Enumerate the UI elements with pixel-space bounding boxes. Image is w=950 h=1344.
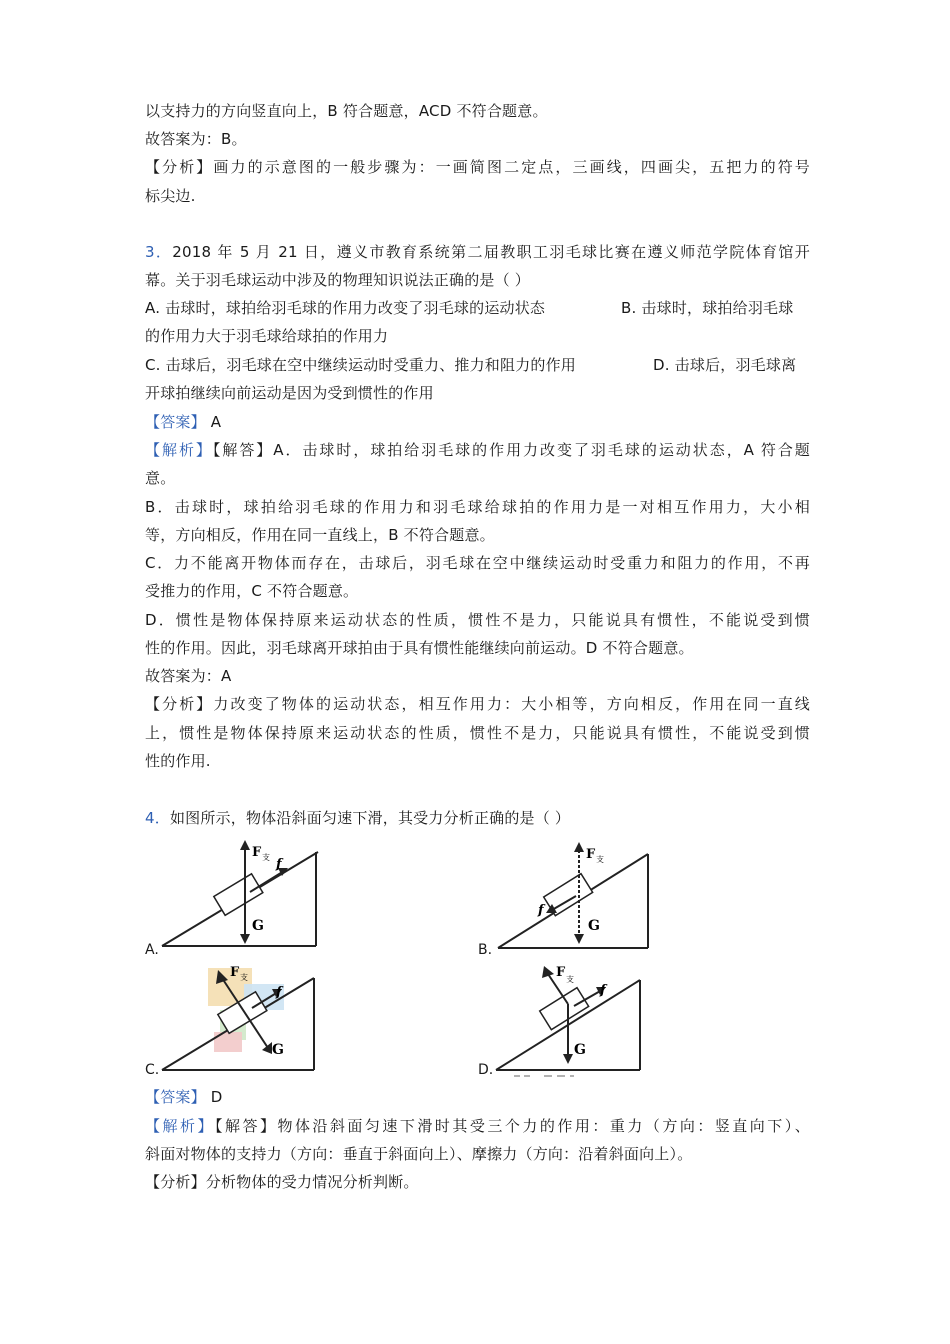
- arrow-head: [542, 966, 554, 978]
- option-c: C. 击球后，羽毛球在空中继续运动时受重力、推力和阻力的作用 D. 击球后，羽毛球离: [145, 356, 797, 374]
- answer-line: [145, 1087, 810, 1107]
- support-force-label: F: [252, 845, 262, 860]
- analysis-line: 上，惯性是物体保持原来运动状态的性质，惯性不是力，只能说具有惯性，不能说受到惯: [145, 724, 810, 742]
- figure-d-label: D.: [478, 1062, 494, 1078]
- option-a: A. 击球时，球拍给羽毛球的作用力改变了羽毛球的运动状态 B. 击球时，球拍给羽毛球: [145, 299, 794, 317]
- block: [540, 988, 589, 1030]
- support-force-sub: 支: [262, 853, 270, 862]
- explain-line: 故答案为：A: [145, 667, 232, 685]
- question-3-stem-cont: 幕。关于羽毛球运动中涉及的物理知识说法正确的是（ ）: [145, 271, 530, 289]
- arrow-head: [563, 1054, 573, 1064]
- figure-a: [160, 838, 325, 950]
- question-4-stem: 4．如图所示，物体沿斜面匀速下滑，其受力分析正确的是（ ）: [145, 809, 571, 827]
- support-force-label: F: [586, 847, 596, 862]
- friction-label: f: [276, 985, 282, 1000]
- friction-label: f: [276, 857, 282, 872]
- analysis-line: 【分析】力改变了物体的运动状态，相互作用力：大小相等，方向相反，作用在同一直线: [145, 695, 810, 713]
- option-b-cont: 的作用力大于羽毛球给球拍的作用力: [145, 327, 389, 345]
- explain-line: 受推力的作用，C 不符合题意。: [145, 582, 359, 600]
- figure-b: [494, 840, 654, 952]
- answer-value: A: [210, 413, 222, 431]
- gravity-label: G: [272, 1042, 284, 1058]
- explain-line: 等，方向相反，作用在同一直线上，B 不符合题意。: [145, 526, 495, 544]
- friction-label: f: [600, 983, 606, 998]
- analysis-line: 性的作用.: [145, 752, 211, 770]
- explain-line: 【解析】【解答】物体沿斜面匀速下滑时其受三个力的作用：重力（方向：竖直向下）、: [145, 1117, 810, 1135]
- gravity-label: G: [252, 918, 264, 934]
- question-number: 4．: [145, 809, 170, 827]
- support-force-label: F: [230, 965, 240, 980]
- answer-line: [145, 412, 810, 432]
- question-number: 3．: [145, 243, 173, 261]
- arrow-head: [240, 840, 250, 850]
- figure-c: [160, 962, 320, 1074]
- answer-tag: 【答案】: [145, 1088, 206, 1106]
- block: [214, 874, 263, 916]
- arrow-head: [240, 934, 250, 944]
- explain-tag: 【解析】: [145, 1117, 215, 1135]
- arrow-head: [574, 842, 584, 852]
- answer-value: D: [210, 1088, 223, 1106]
- explain-line: C．力不能离开物体而存在，击球后，羽毛球在空中继续运动时受重力和阻力的作用，不再: [145, 554, 810, 572]
- text-line: 【分析】画力的示意图的一般步骤为：一画简图二定点，三画线，四画尖，五把力的符号: [145, 158, 810, 176]
- explain-line: B．击球时，球拍给羽毛球的作用力和羽毛球给球拍的作用力是一对相互作用力，大小相: [145, 498, 810, 516]
- arrow-head: [262, 1042, 272, 1054]
- figure-a-label: A.: [145, 942, 159, 958]
- arrow-head: [574, 934, 584, 944]
- friction-label: f: [538, 903, 544, 918]
- explain-tag: 【解析】: [145, 441, 213, 459]
- explain-line: D．惯性是物体保持原来运动状态的性质，惯性不是力，只能说具有惯性，不能说受到惯: [145, 611, 810, 629]
- explain-line: 斜面对物体的支持力（方向：垂直于斜面向上）、摩擦力（方向：沿着斜面向上）。: [145, 1145, 693, 1163]
- explain-line: 性的作用。因此，羽毛球离开球拍由于具有惯性能继续向前运动。D 不符合题意。: [145, 639, 694, 657]
- explain-line: 意。: [145, 469, 176, 487]
- figure-d: [494, 962, 654, 1078]
- figure-c-label: C.: [145, 1062, 160, 1078]
- explain-line: 【解析】【解答】A．击球时，球拍给羽毛球的作用力改变了羽毛球的运动状态，A 符合题: [145, 441, 810, 459]
- text-line: 故答案为：B。: [145, 130, 247, 148]
- support-force-sub: 支: [566, 975, 574, 984]
- option-d-cont: 开球拍继续向前运动是因为受到惯性的作用: [145, 384, 434, 402]
- text-line: 以支持力的方向竖直向上，B 符合题意，ACD 不符合题意。: [145, 102, 548, 120]
- analysis-line: 【分析】分析物体的受力情况分析判断。: [145, 1173, 419, 1191]
- text-line: 标尖边.: [145, 187, 196, 205]
- figure-b-label: B.: [478, 942, 493, 958]
- gravity-label: G: [588, 918, 600, 934]
- support-force-sub: 支: [240, 973, 248, 982]
- support-force-sub: 支: [596, 855, 604, 864]
- gravity-label: G: [574, 1042, 586, 1058]
- question-3-stem: 3．2018 年 5 月 21 日，遵义市教育系统第二届教职工羽毛球比赛在遵义师范学院体育馆开: [145, 243, 810, 261]
- answer-tag: 【答案】: [145, 413, 206, 431]
- support-force-label: F: [556, 965, 566, 980]
